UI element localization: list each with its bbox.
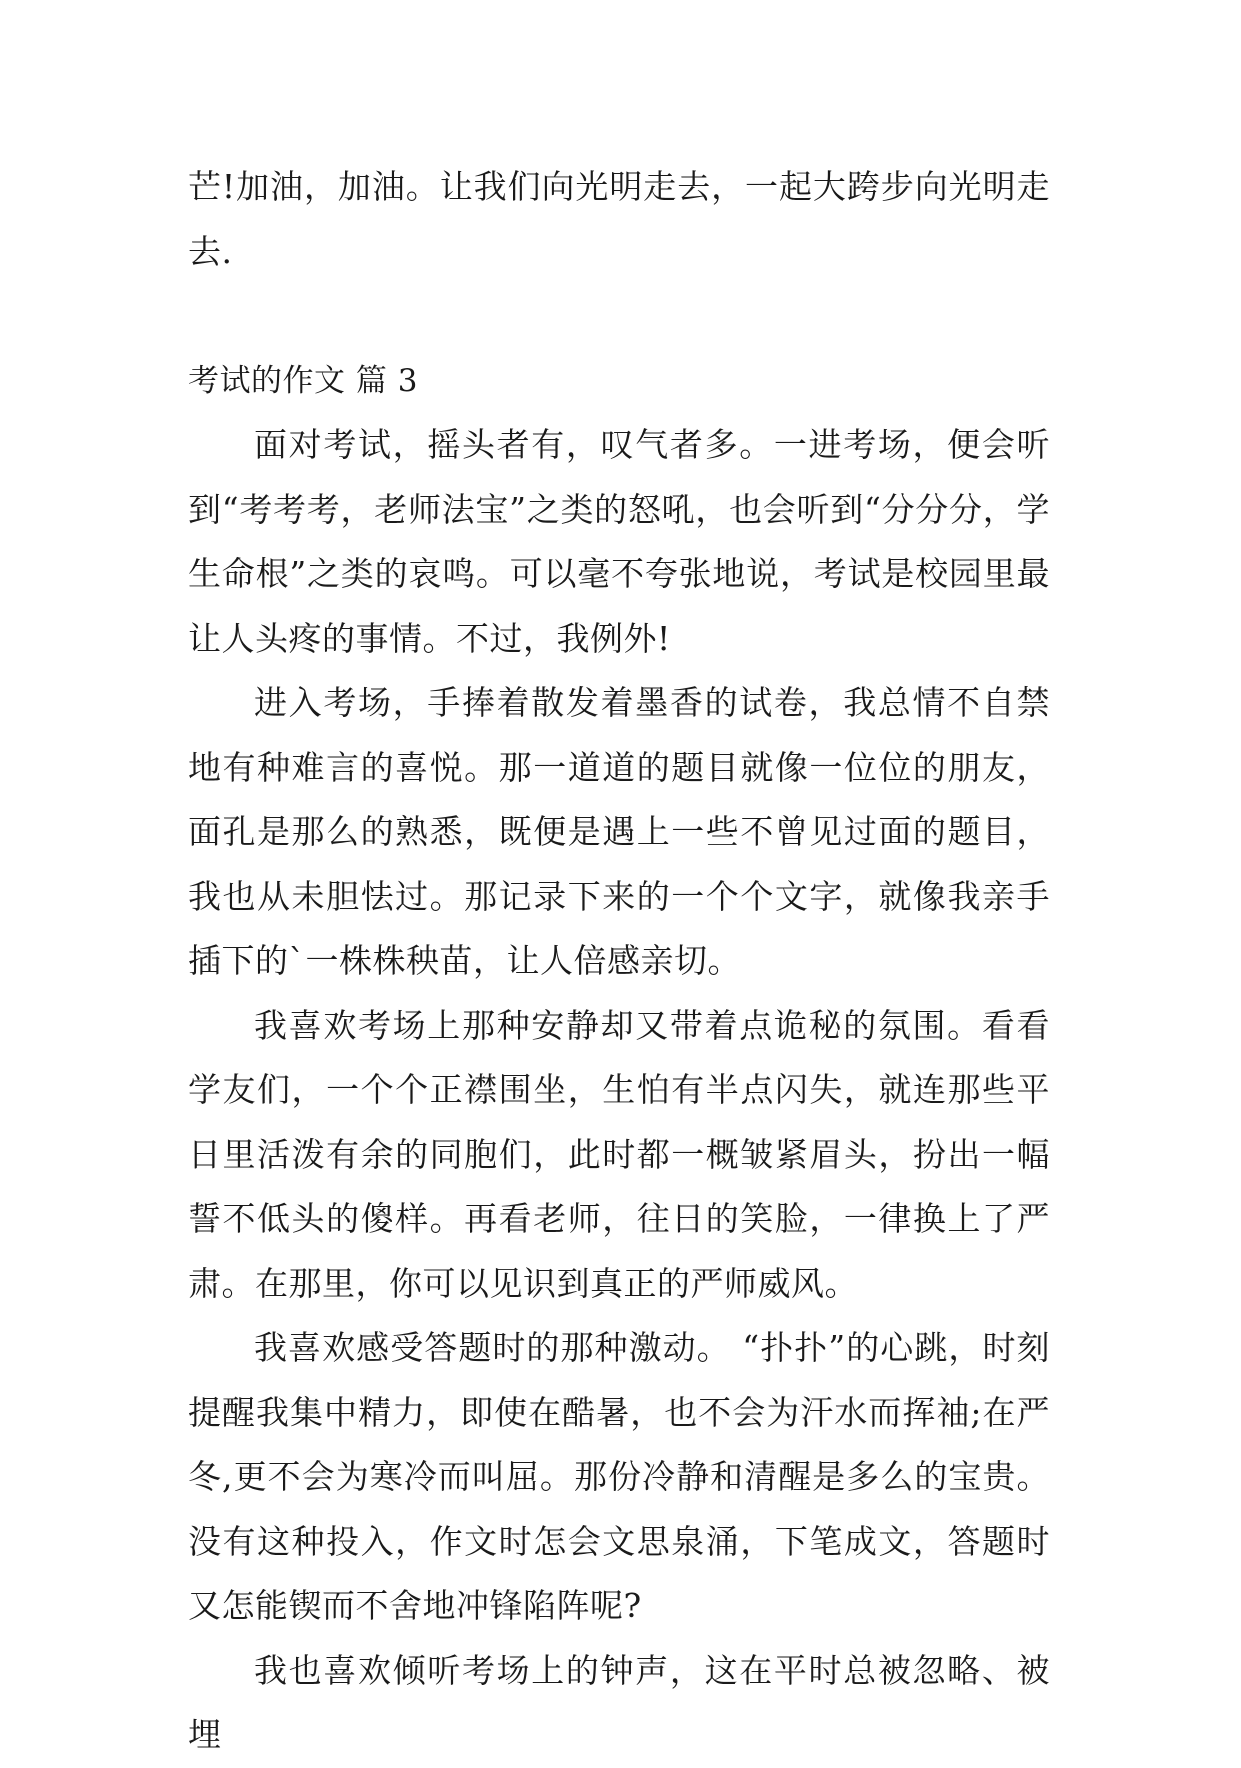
section-gap: [188, 284, 1050, 349]
paragraph-1: 面对考试，摇头者有，叹气者多。一进考场，便会听到“考考考，老师法宝”之类的怒吼，也会听到“分分分，学生命根”之类的哀鸣。可以毫不夸张地说，考试是校园里最让人头疼的事情。不过，我例外!: [188, 425, 1050, 658]
paragraph-4: 我喜欢感受答题时的那种激动。 “扑扑”的心跳，时刻提醒我集中精力，即使在酷暑，也不会为汗水而挥袖;在严冬,更不会为寒冷而叫屈。那份冷静和清醒是多么的宝贵。没有这种投入，作文时怎会文思泉涌，下笔成文，答题时又怎能锲而不舍地冲锋陷阵呢?: [188, 1328, 1050, 1625]
paragraph-2: 进入考场，手捧着散发着墨香的试卷，我总情不自禁地有种难言的喜悦。那一道道的题目就像一位位的朋友，面孔是那么的熟悉，既便是遇上一些不曾见过面的题目，我也从未胆怯过。那记录下来的一个个文字，就像我亲手插下的`一株株秧苗，让人倍感亲切。: [188, 683, 1050, 980]
paragraph-5: 我也喜欢倾听考场上的钟声，这在平时总被忽略、被埋: [188, 1650, 1050, 1754]
document-body: [188, 155, 1050, 1768]
paragraph-3: 我喜欢考场上那种安静却又带着点诡秘的氛围。看看学友们，一个个正襟围坐，生怕有半点闪失，就连那些平日里活泼有余的同胞们，此时都一概皱紧眉头，扮出一幅誓不低头的傻样。再看老师，往日的笑脸，一律换上了严肃。在那里，你可以见识到真正的严师威风。: [188, 1005, 1050, 1303]
continuation-paragraph: 芒!加油，加油。让我们向光明走去，一起大跨步向光明走去.: [188, 167, 1050, 271]
section-heading: 考试的作文 篇 3: [188, 362, 418, 399]
